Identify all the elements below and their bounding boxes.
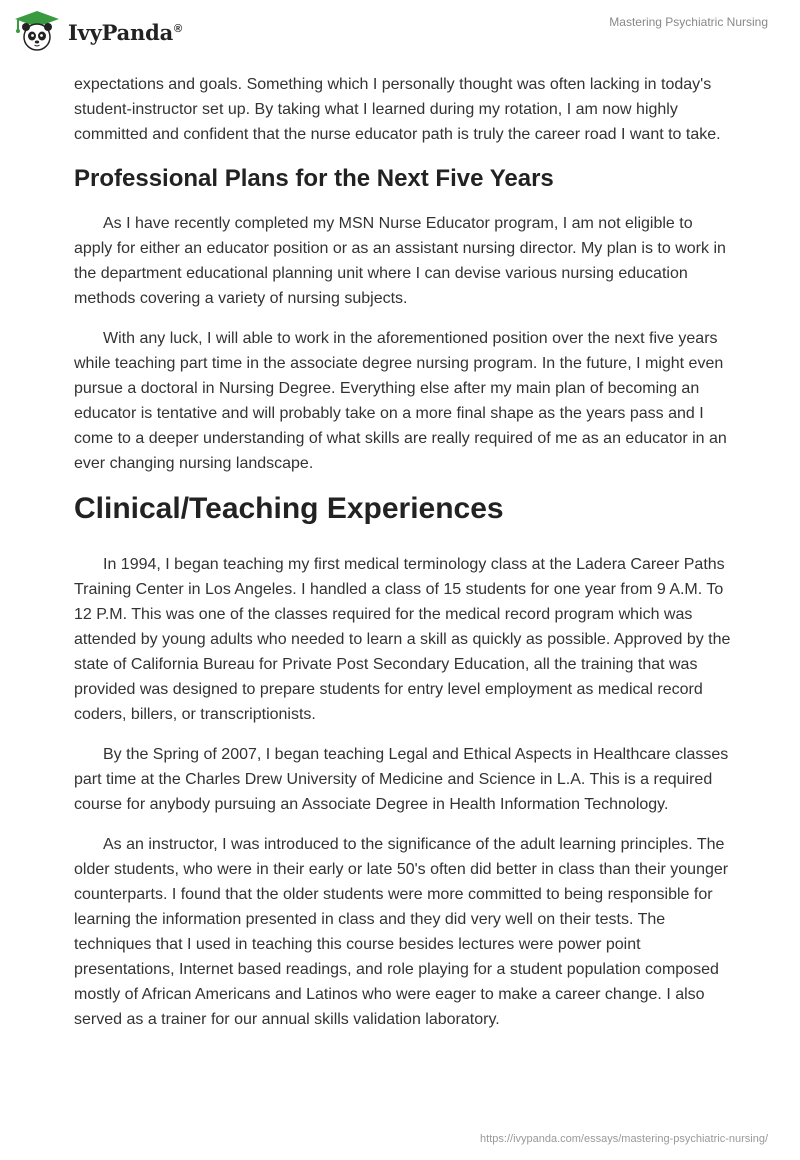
brand-logo[interactable] <box>12 10 182 52</box>
paragraph: As I have recently completed my MSN Nurse Educator program, I am not eligible to apply for either an educator position or as an assistant nursing director. My plan is to work in the department educational planning unit where I can devise various nursing education methods covering a variety of nursing subjects. <box>74 215 726 307</box>
page-header <box>0 0 800 70</box>
brand-name: IvyPanda® <box>68 19 182 45</box>
panda-logo-icon <box>12 10 62 52</box>
paragraph: With any luck, I will able to work in the aforementioned position over the next five years while teaching part time in the associate degree nursing program. In the future, I might even pursue a doctoral in Nursing Degree. Everything else after my main plan of becoming an educator is tentative and will probably take on a more final shape as the years pass and I come to a deeper understanding of what skills are really required of me as an educator in an ever changing nursing landscape. <box>74 330 727 472</box>
paragraph: expectations and goals. Something which I personally thought was often lacking in today's student-instructor set up. By taking what I learned during my rotation, I am now highly committed and confident that the nurse educator path is truly the career road I want to take. <box>74 76 721 143</box>
essay-body <box>74 72 734 1047</box>
paragraph: As an instructor, I was introduced to the significance of the adult learning principles. The older students, who were in their early or late 50's often did better in class than their younger counterparts. I found that the older students were more committed to being responsible for learning the information presented in class and they did very well on their tests. The techniques that I used in teaching this course besides lectures were power point presentations, Internet based readings, and role playing for a student population composed mostly of African Americans and Latinos who were eager to make a career change. I also served as a trainer for our annual skills validation laboratory. <box>74 836 729 1028</box>
paragraph: In 1994, I began teaching my first medical terminology class at the Ladera Career Paths Training Center in Los Angeles. I handled a class of 15 students for one year from 9 A.M. To 12 P.M. This was one of the classes required for the medical record program which was attended by young adults who needed to learn a skill as quickly as possible. Approved by the state of California Bureau for Private Post Secondary Education, all the training that was provided was designed to prepare students for entry level employment as medical record coders, billers, or transcriptionists. <box>74 556 731 723</box>
source-url[interactable]: https://ivypanda.com/essays/mastering-psychiatric-nursing/ <box>480 1133 768 1145</box>
paragraph: By the Spring of 2007, I began teaching Legal and Ethical Aspects in Healthcare classes part time at the Charles Drew University of Medicine and Science in L.A. This is a required course for anybody pursuing an Associate Degree in Health Information Technology. <box>74 746 729 813</box>
section-heading: Clinical/Teaching Experiences <box>74 492 504 525</box>
document-title: Mastering Psychiatric Nursing <box>609 15 768 29</box>
section-heading: Professional Plans for the Next Five Years <box>74 165 554 192</box>
